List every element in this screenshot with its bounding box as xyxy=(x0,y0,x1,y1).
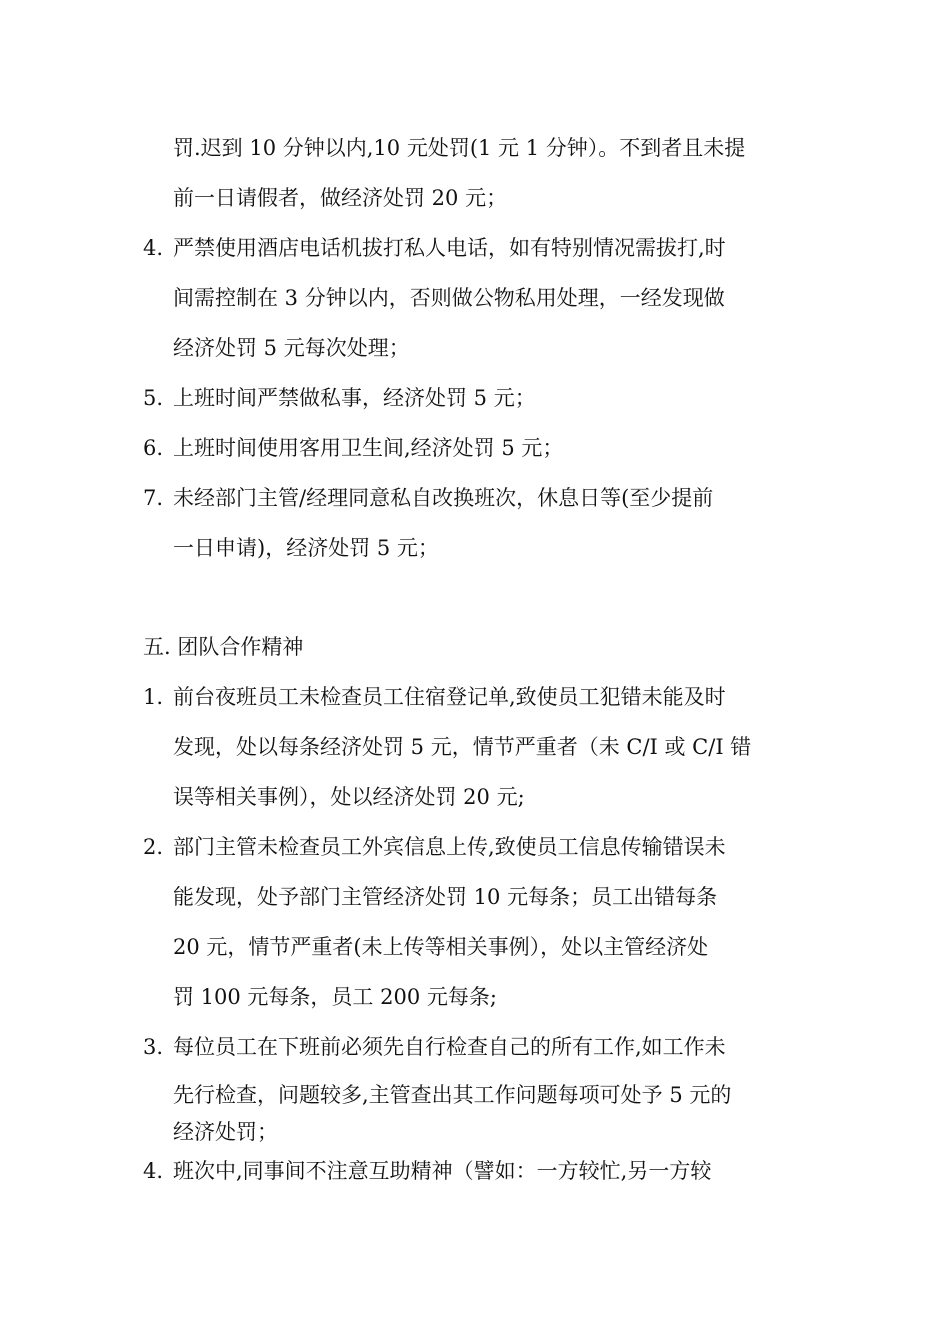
list-item-line: 上班时间使用客用卫生间,经济处罚 5 元； xyxy=(173,436,564,460)
list-number: 4. xyxy=(143,1159,164,1183)
list-number: 7. xyxy=(143,486,164,510)
list-item-line: 上班时间严禁做私事，经济处罚 5 元； xyxy=(173,386,536,410)
list-number: 4. xyxy=(143,236,164,260)
list-item-line: 能发现，处予部门主管经济处罚 10 元每条；员工出错每条 xyxy=(173,885,718,909)
list-item-line: 经济处罚； xyxy=(173,1120,278,1144)
list-item-line: 前台夜班员工未检查员工住宿登记单,致使员工犯错未能及时 xyxy=(173,685,726,709)
list-item-line: 误等相关事例），处以经济处罚 20 元; xyxy=(173,785,525,809)
list-item-line: 发现，处以每条经济处罚 5 元，情节严重者（未 C/I 或 C/I 错 xyxy=(173,735,752,759)
list-number: 2. xyxy=(143,835,164,859)
list-item-line: 每位员工在下班前必须先自行检查自己的所有工作,如工作未 xyxy=(173,1035,726,1059)
paragraph-line: 前一日请假者，做经济处罚 20 元； xyxy=(173,186,508,210)
paragraph-line: 罚.迟到 10 分钟以内,10 元处罚(1 元 1 分钟）。不到者且未提 xyxy=(173,136,746,160)
list-item-line: 间需控制在 3 分钟以内，否则做公物私用处理，一经发现做 xyxy=(173,286,725,310)
list-item-line: 经济处罚 5 元每次处理； xyxy=(173,336,410,360)
list-item-line: 罚 100 元每条，员工 200 元每条; xyxy=(173,985,497,1009)
list-number: 5. xyxy=(143,386,164,410)
list-number: 1. xyxy=(143,685,164,709)
list-item-line: 20 元，情节严重者(未上传等相关事例），处以主管经济处 xyxy=(173,935,709,959)
list-item-line: 先行检查，问题较多,主管查出其工作问题每项可处予 5 元的 xyxy=(173,1083,732,1107)
section-heading: 五. 团队合作精神 xyxy=(143,635,304,659)
list-item-line: 部门主管未检查员工外宾信息上传,致使员工信息传输错误未 xyxy=(173,835,726,859)
list-number: 6. xyxy=(143,436,164,460)
list-item-line: 未经部门主管/经理同意私自改换班次，休息日等(至少提前 xyxy=(173,486,714,510)
list-item-line: 班次中,同事间不注意互助精神（譬如：一方较忙,另一方较 xyxy=(173,1159,712,1183)
list-item-line: 严禁使用酒店电话机拔打私人电话，如有特别情况需拔打,时 xyxy=(173,236,726,260)
list-number: 3. xyxy=(143,1035,164,1059)
list-item-line: 一日申请)，经济处罚 5 元； xyxy=(173,536,439,560)
